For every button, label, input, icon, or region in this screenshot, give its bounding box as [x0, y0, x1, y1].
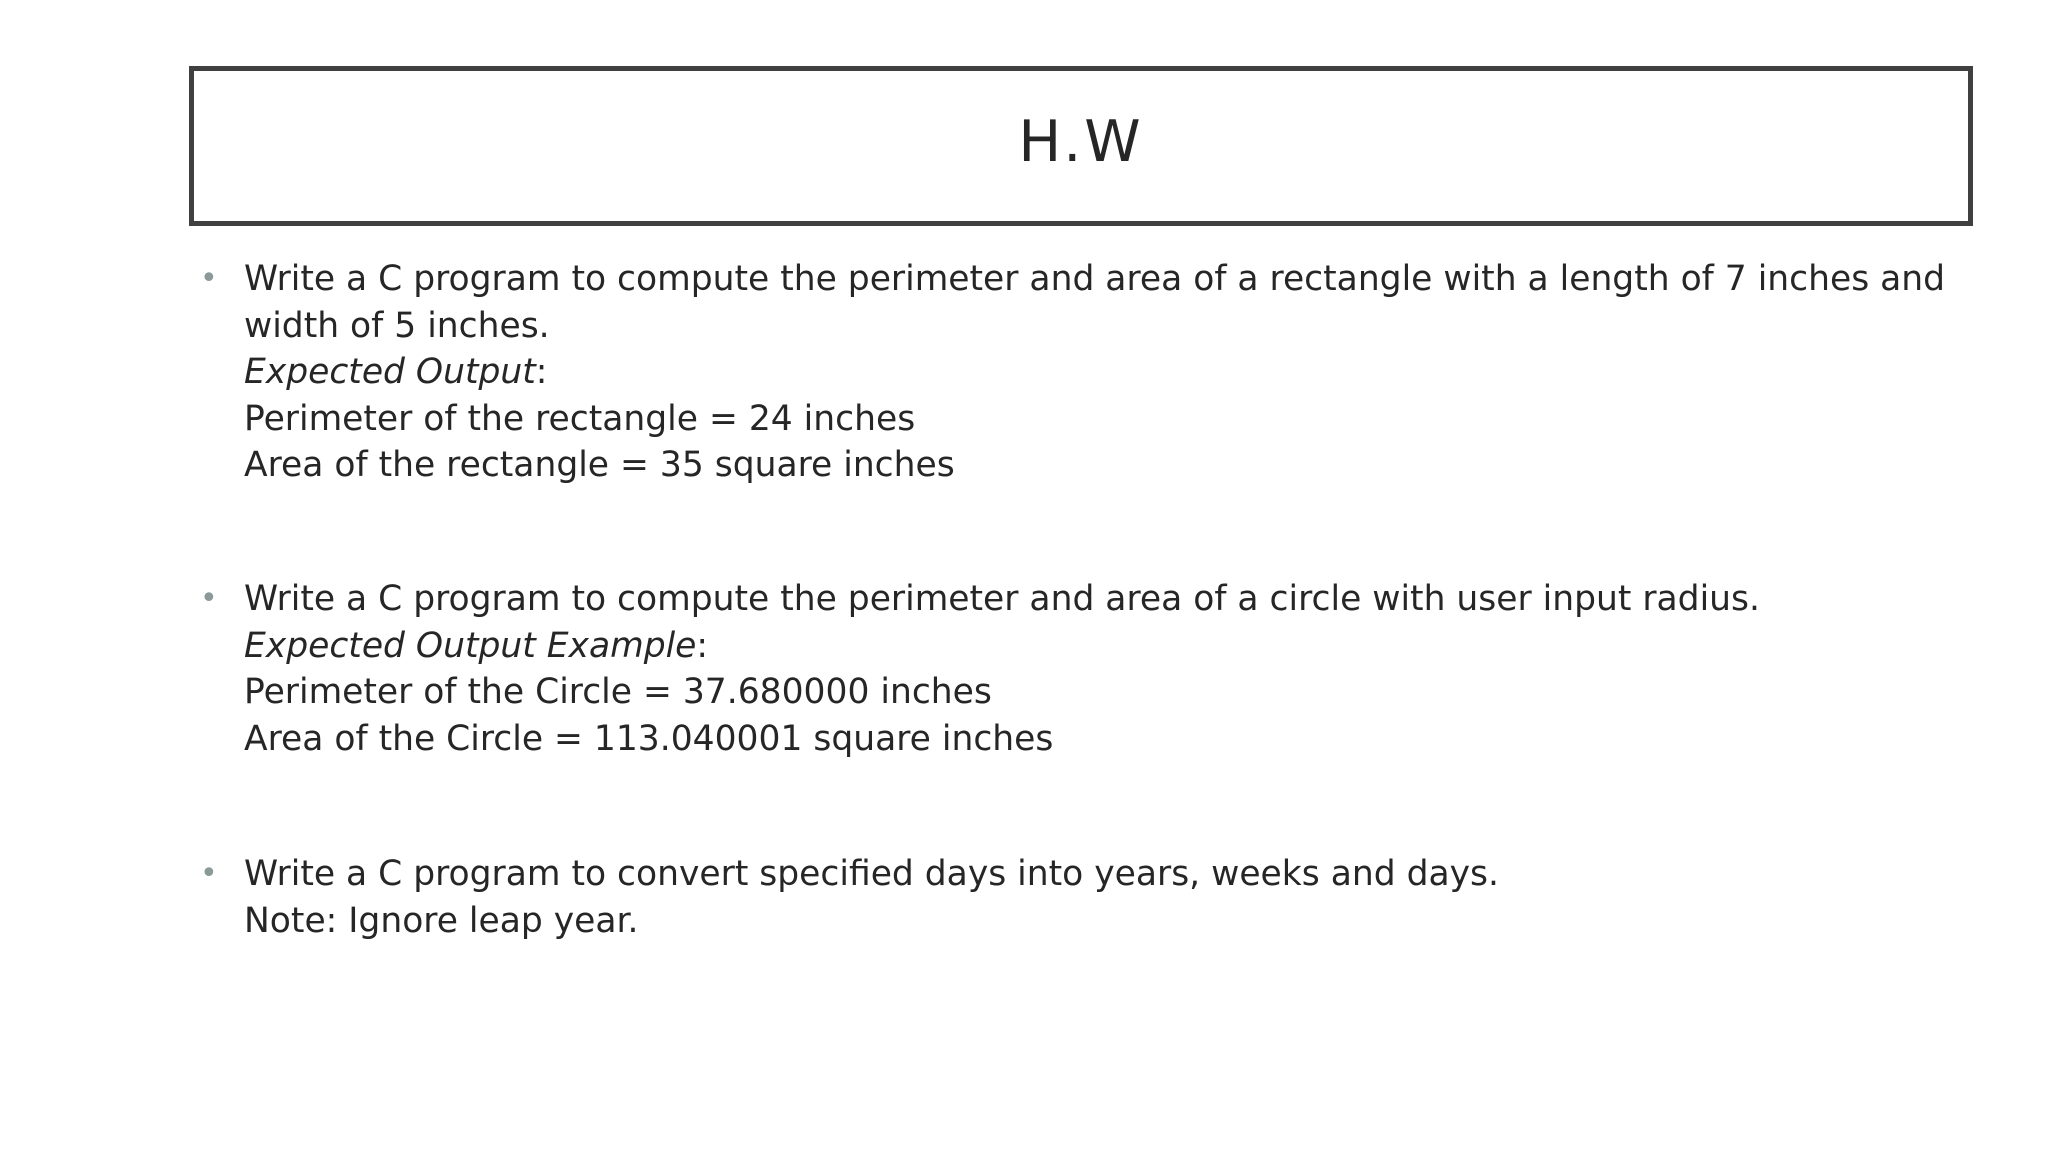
- bullet-icon: •: [200, 856, 218, 891]
- expected-output-label: [244, 623, 2014, 670]
- list-item: [200, 256, 1970, 489]
- slide-title-box: [189, 66, 1973, 226]
- item-text-line: Note: Ignore leap year.: [244, 900, 639, 941]
- slide-content: [200, 256, 1970, 941]
- output-line: Perimeter of the rectangle = 24 inches: [244, 398, 916, 439]
- expected-output-label: [244, 349, 1970, 396]
- output-line: Area of the Circle = 113.040001 square inches: [244, 718, 1054, 759]
- item-text-line: Write a C program to compute the perimeter and area of a circle with user input radius.: [244, 579, 1760, 619]
- bullet-icon: •: [200, 261, 218, 296]
- expected-output-label-italic: Expected Output: [244, 352, 536, 392]
- list-item: [200, 851, 2014, 944]
- output-line: Perimeter of the Circle = 37.680000 inches: [244, 672, 992, 712]
- list-item: [200, 576, 2014, 762]
- expected-output-label-italic: Expected Output Example: [244, 625, 697, 666]
- bullet-icon: •: [200, 581, 218, 616]
- item-text-line: Write a C program to convert specified days into years, weeks and days.: [244, 854, 1499, 894]
- slide-title: H.W: [1018, 109, 1144, 175]
- output-line: Area of the rectangle = 35 square inches: [244, 445, 955, 485]
- item-text-line: width of 5 inches.: [244, 305, 550, 346]
- expected-output-label-colon: :: [696, 625, 709, 666]
- item-text-line: Write a C program to compute the perimeter and area of a rectangle with a length of 7 inches and: [244, 259, 1946, 299]
- expected-output-label-colon: :: [535, 352, 548, 392]
